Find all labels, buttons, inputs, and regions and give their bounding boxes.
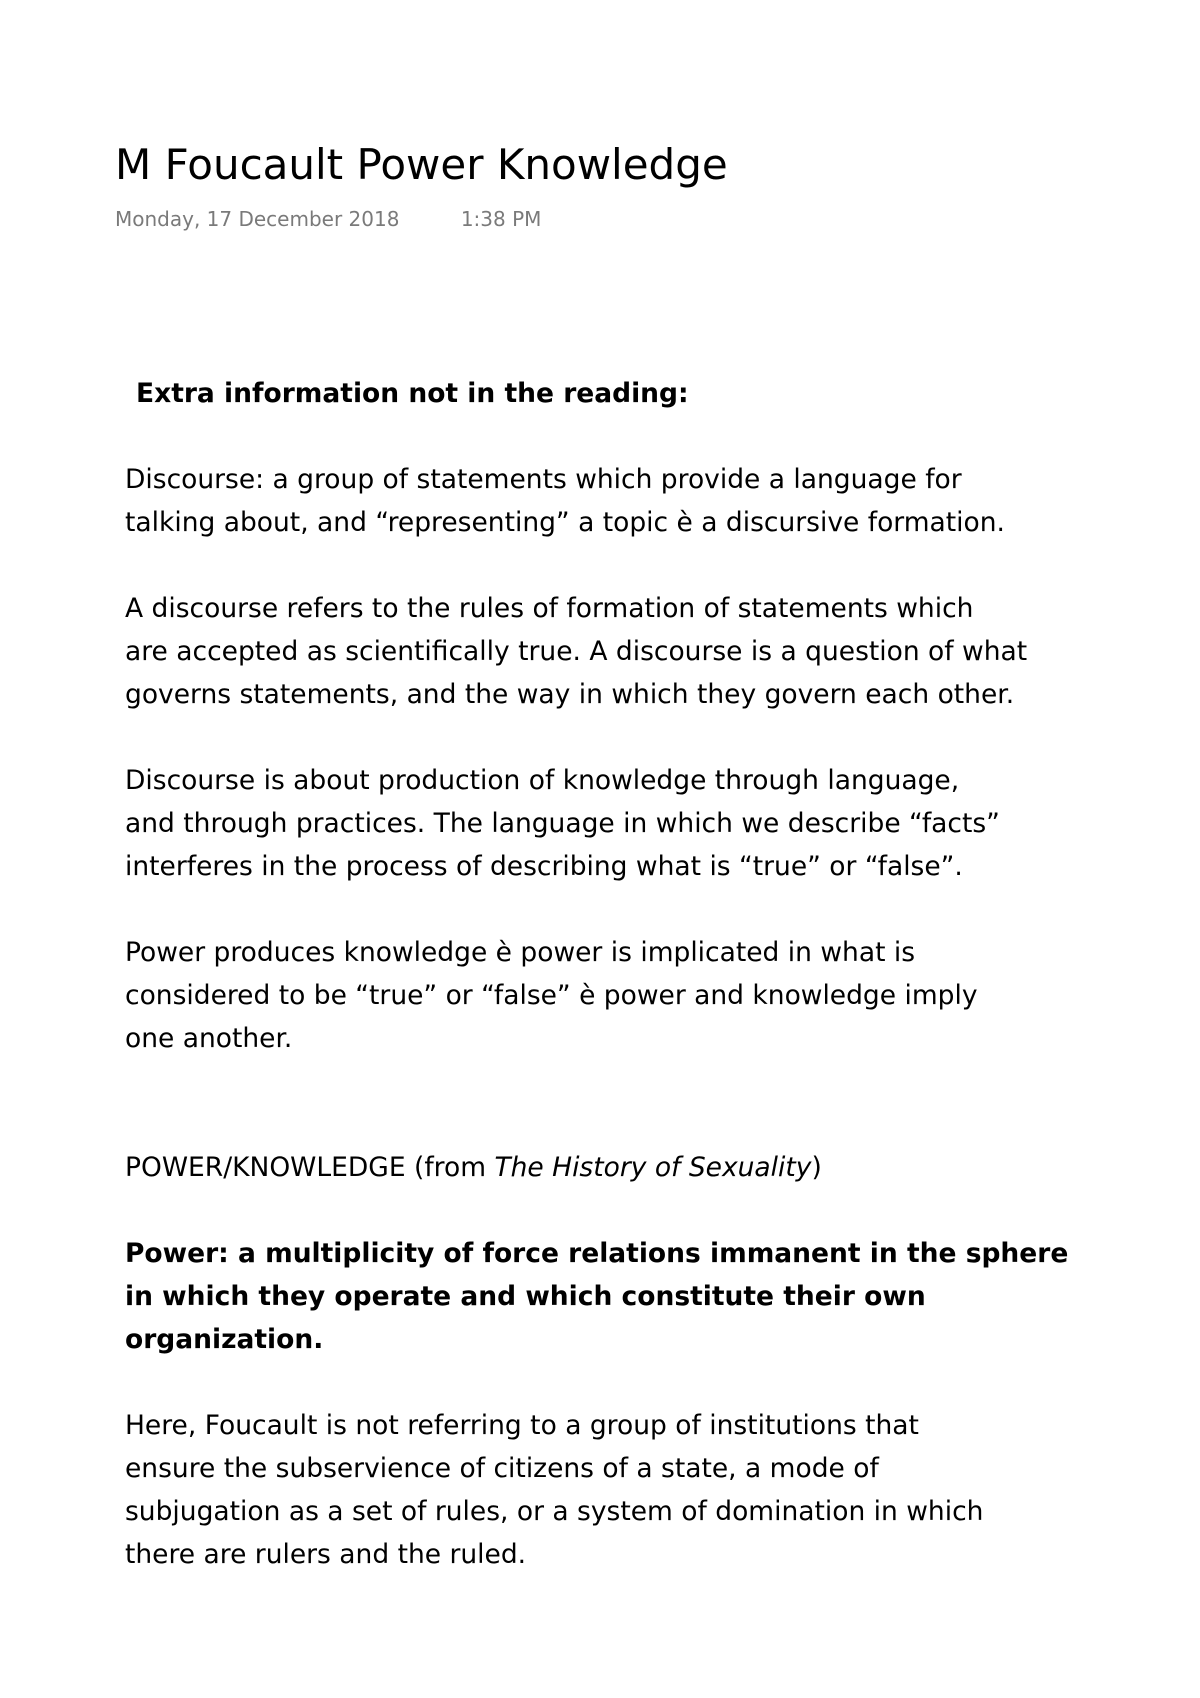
text-line: interferes in the process of describing what is “true” or “false”. xyxy=(125,851,963,882)
text-line: are accepted as scientifically true. A discourse is a question of what xyxy=(125,636,1028,667)
text-line xyxy=(125,1146,1135,1189)
text-line: governs statements, and the way in which they govern each other. xyxy=(125,679,1015,710)
page-metadata xyxy=(115,205,541,233)
text-line: organization. xyxy=(125,1324,324,1355)
paragraph-power-definition xyxy=(125,1232,1135,1361)
text-line: ensure the subservience of citizens of a state, a mode of xyxy=(125,1453,879,1484)
date-stamp: Monday, 17 December 2018 xyxy=(115,207,400,231)
paragraph-power-produces-knowledge xyxy=(125,931,1135,1060)
text-line: and through practices. The language in which we describe “facts” xyxy=(125,808,1000,839)
text-line: Discourse is about production of knowledge through language, xyxy=(125,765,960,796)
text-line: Here, Foucault is not referring to a group of institutions that xyxy=(125,1410,919,1441)
paragraph-foucault-clarification xyxy=(125,1404,1135,1576)
time-stamp: 1:38 PM xyxy=(460,207,542,231)
section-heading-power-knowledge xyxy=(125,1146,1135,1189)
text-line: talking about, and “representing” a topic è a discursive formation. xyxy=(125,507,1005,538)
text-line: considered to be “true” or “false” è power and knowledge imply xyxy=(125,980,978,1011)
text-line: in which they operate and which constitute their own xyxy=(125,1281,926,1312)
book-title: The History of Sexuality xyxy=(494,1152,812,1183)
page-title: M Foucault Power Knowledge xyxy=(115,140,728,189)
paragraph-discourse-production xyxy=(125,759,1135,888)
paragraph-discourse-definition xyxy=(125,458,1135,544)
note-body xyxy=(125,372,1135,1619)
section-heading-extra-info: Extra information not in the reading: xyxy=(136,378,689,409)
text-line: Power produces knowledge è power is implicated in what is xyxy=(125,937,916,968)
text-line: there are rulers and the ruled. xyxy=(125,1539,527,1570)
section-suffix: ) xyxy=(811,1152,822,1183)
text-line: one another. xyxy=(125,1023,293,1054)
text-line: Power: a multiplicity of force relations immanent in the sphere xyxy=(125,1238,1069,1269)
text-line: A discourse refers to the rules of formation of statements which xyxy=(125,593,974,624)
section-prefix: POWER/KNOWLEDGE (from xyxy=(125,1152,495,1183)
text-line: Discourse: a group of statements which provide a language for xyxy=(125,464,962,495)
text-line: subjugation as a set of rules, or a system of domination in which xyxy=(125,1496,984,1527)
paragraph-discourse-rules xyxy=(125,587,1135,716)
